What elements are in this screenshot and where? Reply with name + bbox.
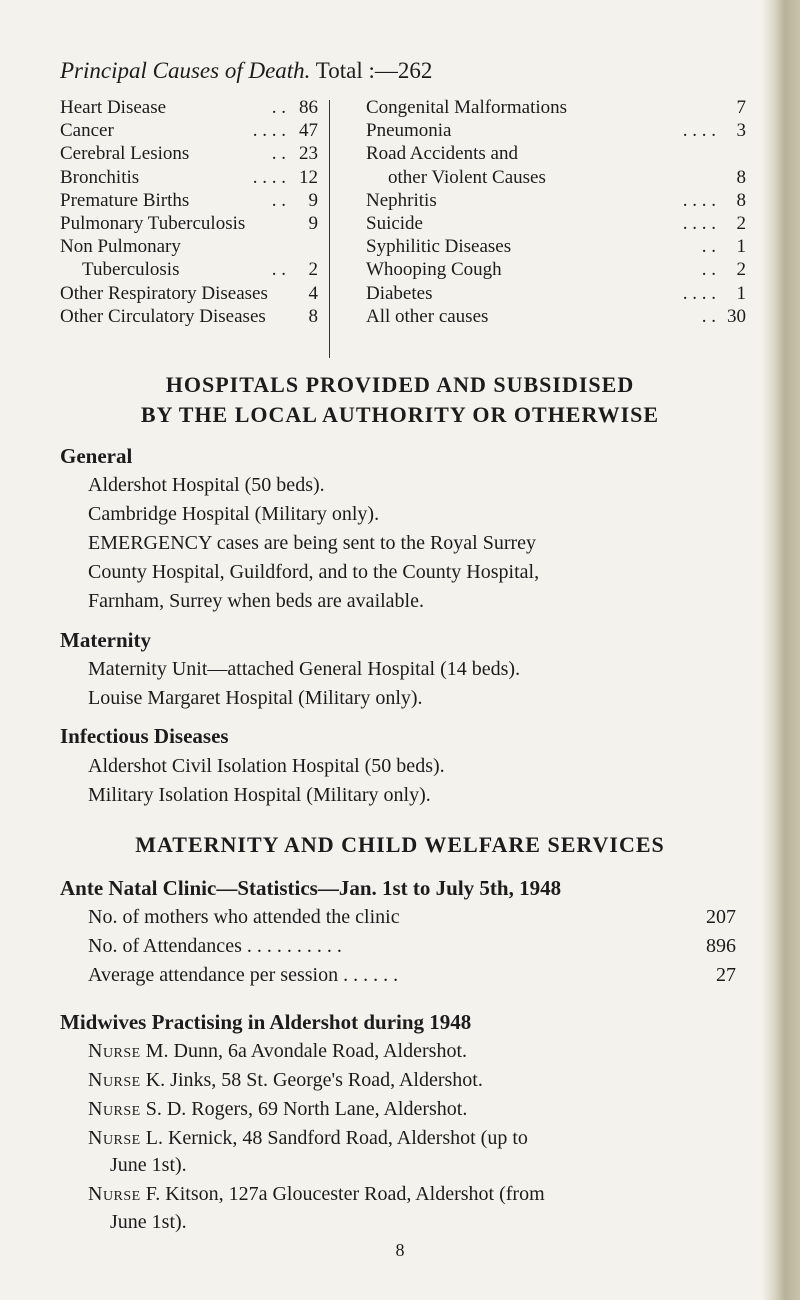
cause-dots: . . [701, 236, 716, 258]
midwife-details: K. Jinks, 58 St. George's Road, Aldershot. [145, 1069, 483, 1091]
cause-label: Pneumonia [366, 120, 452, 142]
cause-row [60, 282, 330, 305]
cause-value: 9 [308, 189, 318, 211]
general-item-4: County Hospital, Guildford, and to the County Hospital, [88, 561, 540, 583]
cause-value: 30 [727, 305, 746, 327]
stat-value: 27 [716, 964, 736, 986]
general-item-2: Cambridge Hospital (Military only). [88, 503, 380, 525]
cause-label: Congenital Malformations [366, 97, 568, 118]
midwife-details: F. Kitson, 127a Gloucester Road, Aldershot (from [145, 1183, 545, 1205]
cause-label: Tuberculosis [82, 259, 180, 281]
cause-value: 4 [308, 282, 318, 304]
cause-label: Cancer [60, 120, 114, 142]
cause-value: 2 [736, 212, 746, 234]
cause-label: Non Pulmonary [60, 236, 181, 258]
cause-label: Bronchitis [60, 166, 140, 188]
cause-dots: . . [271, 259, 286, 281]
maternity-heading: Maternity [60, 628, 151, 652]
infectious-heading: Infectious Diseases [60, 724, 229, 748]
cause-row [366, 166, 746, 189]
cause-label: Syphilitic Diseases [366, 236, 512, 258]
cause-row [366, 96, 746, 119]
midwife-entry [88, 1183, 545, 1206]
cause-value: 1 [736, 236, 746, 258]
cause-row [366, 189, 746, 212]
cause-label: Premature Births [60, 189, 190, 211]
binding-edge [762, 0, 800, 1300]
cause-dots: . . . . [682, 189, 716, 211]
causes-title [60, 58, 432, 84]
cause-label: other Violent Causes [388, 166, 546, 188]
cause-value: 86 [299, 97, 318, 118]
general-item-1: Aldershot Hospital (50 beds). [88, 474, 325, 496]
cause-label: All other causes [366, 305, 489, 327]
midwife-details: June 1st). [110, 1154, 187, 1176]
stat-value: 896 [706, 935, 736, 957]
cause-row [366, 142, 746, 165]
midwife-title: Nurse [88, 1069, 141, 1091]
midwife-entry [88, 1069, 483, 1092]
midwife-title: Nurse [88, 1040, 141, 1062]
infectious-item-1: Aldershot Civil Isolation Hospital (50 beds). [88, 755, 445, 777]
cause-row [366, 282, 746, 305]
cause-row [366, 305, 746, 328]
stat-label: Average attendance per session . . . . . . [88, 964, 399, 986]
causes-right-column [366, 96, 746, 328]
midwife-title: Nurse [88, 1127, 141, 1149]
cause-dots: . . [701, 305, 716, 327]
causes-left-column [60, 96, 330, 328]
midwives-heading: Midwives Practising in Aldershot during 1948 [60, 1010, 472, 1034]
cause-value: 23 [299, 143, 318, 165]
cause-row [366, 212, 746, 235]
cause-label: Suicide [366, 212, 423, 234]
cause-row [60, 235, 330, 258]
cause-row [60, 189, 330, 212]
cause-value: 7 [736, 97, 746, 118]
cause-value: 9 [308, 212, 318, 234]
hospitals-heading-2: BY THE LOCAL AUTHORITY OR OTHERWISE [140, 402, 660, 427]
page-number: 8 [395, 1240, 405, 1260]
maternity-item-1: Maternity Unit—attached General Hospital (14 beds). [88, 658, 521, 680]
midwife-details: S. D. Rogers, 69 North Lane, Aldershot. [145, 1098, 468, 1120]
general-heading: General [60, 444, 133, 468]
cause-dots: . . . . [682, 212, 716, 234]
cause-value: 2 [736, 259, 746, 281]
cause-label: Heart Disease [60, 97, 167, 118]
infectious-item-2: Military Isolation Hospital (Military only). [88, 784, 431, 806]
cause-label: Pulmonary Tuberculosis [60, 212, 246, 234]
midwife-entry [110, 1211, 187, 1234]
column-divider [329, 100, 330, 358]
cause-dots: . . [271, 143, 286, 165]
midwife-details: M. Dunn, 6a Avondale Road, Aldershot. [145, 1040, 467, 1062]
stat-value: 207 [706, 906, 736, 928]
cause-row [366, 235, 746, 258]
cause-label: Nephritis [366, 189, 437, 211]
cause-row [60, 212, 330, 235]
cause-label: Other Respiratory Diseases [60, 282, 268, 304]
stat-label: No. of mothers who attended the clinic [88, 906, 400, 928]
cause-row [60, 119, 330, 142]
cause-dots: . . [701, 259, 716, 281]
midwife-title: Nurse [88, 1183, 141, 1205]
cause-dots: . . . . [682, 282, 716, 304]
cause-row [366, 119, 746, 142]
causes-of-death-table [60, 96, 750, 358]
cause-value: 2 [308, 259, 318, 281]
cause-label: Whooping Cough [366, 259, 502, 281]
cause-value: 8 [736, 166, 746, 188]
cause-value: 8 [308, 305, 318, 327]
welfare-heading: MATERNITY AND CHILD WELFARE SERVICES [135, 832, 665, 857]
midwife-entry [110, 1154, 187, 1177]
stat-row [88, 906, 736, 932]
cause-dots: . . . . [682, 120, 716, 142]
midwife-title: Nurse [88, 1098, 141, 1120]
midwife-details: L. Kernick, 48 Sandford Road, Aldershot (up to [145, 1127, 528, 1149]
midwife-details: June 1st). [110, 1211, 187, 1233]
maternity-item-2: Louise Margaret Hospital (Military only). [88, 687, 423, 709]
stat-row [88, 935, 736, 961]
stat-label: No. of Attendances . . . . . . . . . . [88, 935, 342, 957]
cause-dots: . . [271, 97, 286, 118]
midwife-entry [88, 1040, 467, 1063]
hospitals-heading-1: HOSPITALS PROVIDED AND SUBSIDISED [165, 372, 635, 397]
cause-row [366, 258, 746, 281]
cause-row [60, 166, 330, 189]
cause-value: 1 [736, 282, 746, 304]
cause-row [60, 142, 330, 165]
general-item-5: Farnham, Surrey when beds are available. [88, 590, 424, 612]
cause-row [60, 258, 330, 281]
cause-value: 47 [299, 120, 318, 142]
antenatal-heading: Ante Natal Clinic—Statistics—Jan. 1st to July 5th, 1948 [60, 876, 562, 900]
causes-total: Total :—262 [315, 58, 433, 83]
cause-label: Other Circulatory Diseases [60, 305, 266, 327]
cause-value: 3 [736, 120, 746, 142]
cause-row [60, 96, 330, 119]
cause-row [60, 305, 330, 328]
cause-label: Cerebral Lesions [60, 143, 190, 165]
general-item-3: EMERGENCY cases are being sent to the Royal Surrey [88, 532, 537, 554]
causes-title-italic: Principal Causes of Death. [60, 58, 311, 83]
cause-dots: . . . . [252, 166, 286, 188]
cause-value: 8 [736, 189, 746, 211]
cause-label: Road Accidents and [366, 143, 518, 165]
cause-value: 12 [299, 166, 318, 188]
midwife-entry [88, 1098, 467, 1121]
cause-dots: . . [271, 189, 286, 211]
stat-row [88, 964, 736, 990]
cause-label: Diabetes [366, 282, 433, 304]
midwife-entry [88, 1127, 528, 1150]
cause-dots: . . . . [252, 120, 286, 142]
